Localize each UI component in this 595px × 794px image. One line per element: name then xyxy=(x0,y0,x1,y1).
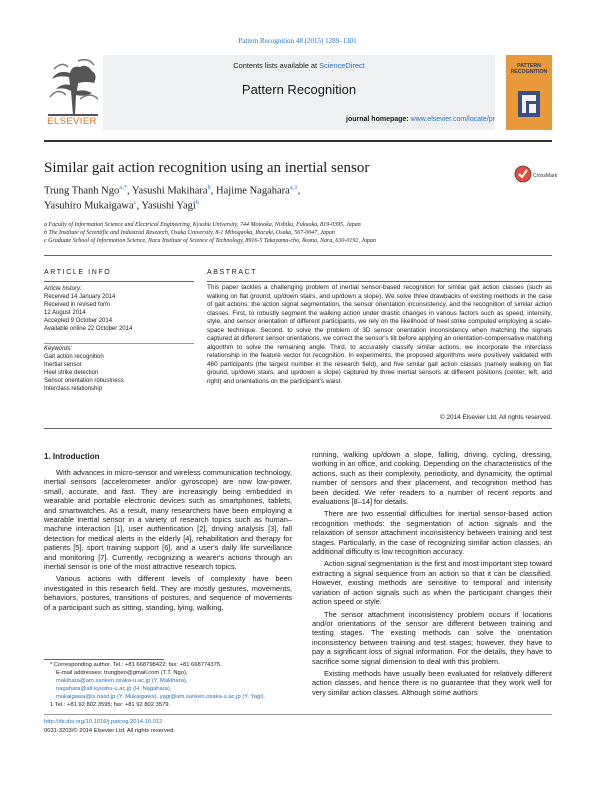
footnote-email[interactable]: mukaigawa@is.naist.jp (Y. Mukaigawa), yagi@am.sanken.osaka-u.ac.jp (Y. Yagi). xyxy=(56,694,266,700)
author-sup[interactable]: b xyxy=(207,184,211,191)
footnote: * Corresponding author. Tel.: +81 668798422; fax: +81 668774375. xyxy=(50,662,222,668)
divider xyxy=(207,281,552,282)
elsevier-wordmark: ELSEVIER xyxy=(47,116,97,127)
affiliation: b The Institute of Scientific and Industrial Research, Osaka University, 8-1 Mihogaoka, Ibaraki, Osaka, 567-0047, Japan xyxy=(44,230,335,236)
author[interactable]: Yasushi Yagi xyxy=(141,200,196,212)
author[interactable]: Yasuhiro Mukaigawa xyxy=(44,200,134,212)
paragraph: running, walking up/down a slope, falling, driving, cycling, dressing, working in an office, and cooking. Depending on the characteristics of the actions, such as their complexity, periodicity, and dynamicity, the optimal number of sensors and their placement, and recognition method has been decided. We refer readers to a number of recent reports and evaluations [8–14] for details. xyxy=(312,450,552,507)
history-item: Received 14 January 2014 xyxy=(44,294,116,300)
journal-homepage xyxy=(103,116,495,123)
homepage-link[interactable]: www.elsevier.com/locate/pr xyxy=(410,116,495,123)
author-sup[interactable]: c xyxy=(133,199,137,206)
cover-emblem-icon xyxy=(516,89,542,119)
divider xyxy=(44,343,194,344)
divider xyxy=(44,428,552,429)
affiliation: a Faculty of Information Science and Electrical Engineering, Kyushu University, 744 Motooka, Nishiku, Fukuoka, 819-0395, Japan xyxy=(44,222,361,228)
author-sup[interactable]: b xyxy=(195,199,200,206)
footnote-rule xyxy=(44,659,164,660)
footnote: 1 Tel.: +81 92 802 3595; fax: +81 92 802 3579. xyxy=(50,702,171,708)
doi-link[interactable]: http://dx.doi.org/10.1016/j.patcog.2014.10.012 xyxy=(44,719,163,725)
svg-text:CrossMark: CrossMark xyxy=(533,173,558,179)
paragraph: Action signal segmentation is the first and most important step toward extracting a signal sequence from an action so that it can be classified. However, existing methods are sensitive to temporal and intensity variation of action signals such as when the participant changes their action speed or style. xyxy=(312,559,552,607)
cover-title: PATTERN RECOGNITION xyxy=(510,63,548,75)
paragraph: The sensor attachment inconsistency problem occurs if locations and/or orientations of the sensor are different between training and testing stages. The existing methods can solve the orientation inconsistency between training and test stages; however, they have to pay a significant loss of signal information. For the details, they have to sacrifice some signal dimension to deal with this problem. xyxy=(312,609,552,666)
author[interactable]: Trung Thanh Ngo xyxy=(44,185,120,197)
article-title: Similar gait action recognition using an inertial sensor xyxy=(44,160,370,176)
author[interactable]: Yasushi Makihara xyxy=(131,185,208,197)
history-item: Accepted 9 October 2014 xyxy=(44,318,113,324)
author[interactable]: Hajime Nagahara xyxy=(216,185,290,197)
keyword: Interclass relationship xyxy=(44,386,103,392)
authors-line-2: Yasuhiro Mukaigawa$^c$, Yasushi Yagi$^b$ xyxy=(44,199,200,212)
article-info-heading: ARTICLE INFO xyxy=(44,269,112,276)
affiliation: c Graduate School of Information Science, Nara Institute of Science of Technology, 8916-5 Takayama-cho, Ikoma, Nara, 630-0192, Japan xyxy=(44,238,377,244)
footnote-email[interactable]: nagahara@ait.kyushu-u.ac.jp (H. Nagahara), xyxy=(56,686,172,692)
contents-prefix: Contents lists available at xyxy=(233,61,320,70)
keywords-label: Keywords: xyxy=(44,346,73,352)
divider xyxy=(44,714,552,715)
left-column xyxy=(44,468,292,615)
issn: 0031-3203/© 2014 Elsevier Ltd. All rights reserved. xyxy=(44,728,175,734)
footnote-email[interactable]: makihara@am.sanken.osaka-u.ac.jp (Y. Makihara), xyxy=(56,678,188,684)
journal-reference[interactable]: Pattern Recognition 48 (2015) 1289–1301 xyxy=(238,37,357,45)
abstract-heading: ABSTRACT xyxy=(207,269,258,276)
author-sup[interactable]: a,* xyxy=(119,184,128,191)
author-sup[interactable]: a,1 xyxy=(289,184,298,191)
journal-cover[interactable] xyxy=(506,55,552,130)
keyword: Sensor orientation robustness xyxy=(44,378,124,384)
history-label: Article history: xyxy=(44,286,82,292)
divider xyxy=(44,255,552,256)
divider xyxy=(44,281,194,282)
elsevier-tree-logo xyxy=(44,57,102,117)
crossmark-icon[interactable] xyxy=(514,161,558,191)
paragraph: Various actions with different levels of complexity have been investigated in this research field. They are mostly gestures, movements, behaviors, postures, transitions of postures, and sequence of movements of a participant such as sitting, standing, lying, walking, xyxy=(44,574,292,612)
abstract-copyright: © 2014 Elsevier Ltd. All rights reserved. xyxy=(440,414,552,421)
homepage-label: journal homepage: xyxy=(346,116,411,123)
keyword: Inertial sensor xyxy=(44,362,82,368)
abstract-text: This paper tackles a challenging problem of inertial sensor-based recognition for similar gait action classes (such as walking on flat ground, up/down stairs, and up/down a slope). We solve three drawbacks of existing methods in the case of gait actions: the action signal segmentation, the sensor orientation inconsistency, and the recognition of similar action classes. First, to robustly segment the walking action under drastic changes in various factors such as speed, intensity, style, and sensor orientation of different participants, we rely on the likelihood of heel strike computed employing a scale-space technique. Second, to solve the problem of 3D sensor orientation inconsistency when matching the signals captured at different sensor orientations, we correct the sensor's tilt before applying an orientation-compensative matching algorithm to solve the remaining angle. Third, to accurately classify similar actions, we incorporate the interclass relationship in the feature vector for recognition. In experiments, the proposed algorithms were positively validated with 460 participants (the largest number in the research field), and five similar gait action classes (namely walking on flat ground, up/down stairs, and up/down a slope) captured by three inertial sensors at different positions (center, left, and right) and orientations on the participant's waist. xyxy=(207,284,552,385)
paragraph: There are two essential difficulties for inertial sensor-based action recognition methods: the segmentation of action signals and the relaxation of sensor attachment inconsistency between training and test stages. Particularly, in the case of recognizing similar action classes, an additional difficulty is low recognition accuracy. xyxy=(312,509,552,557)
history-item: Available online 22 October 2014 xyxy=(44,326,133,332)
footnote-email[interactable]: E-mail addresses: trungbeo@gmail.com (T.T. Ngo), xyxy=(56,670,188,676)
paragraph: With advances in micro-sensor and wireless communication technology, inertial sensors (accelerometer and/or gyroscope) are now low-power, small, accurate, and fast. They are increasingly being embedded in wearable and portable electronic devices such as smartphones, tablets, and smartwatches. As a result, many researchers have been employing a wearable inertial sensor in a variety of research topics such as human–machine interaction [1], user authentication [2], driving analysis [3], fall detection for medical alerts in the elderly [4], rehabilitation and therapy for patients [5], sport training support [6], and a user's daily life surveillance and monitoring [7]. Currently, recognizing a wearer's actions through an inertial sensor is one of the most attractive research topics. xyxy=(44,468,292,572)
history-item: Received in revised form xyxy=(44,302,111,308)
contents-line xyxy=(103,61,495,70)
right-column xyxy=(312,450,552,700)
paragraph: Existing methods have usually been evaluated for relatively different action classes, and hence there is no guarantee that they work well for very similar action classes. Although some authors xyxy=(312,668,552,697)
authors-line-1: Trung Thanh Ngo$^{a,*}$, Yasushi Makihara$^b$, Hajime Nagahara$^{a,1}$, xyxy=(44,184,301,197)
journal-name: Pattern Recognition xyxy=(241,82,357,97)
keyword: Gait action recognition xyxy=(44,354,104,360)
keyword: Heel strike detection xyxy=(44,370,99,376)
sciencedirect-link[interactable]: ScienceDirect xyxy=(319,61,365,70)
section-heading: 1. Introduction xyxy=(44,452,100,461)
header-rule xyxy=(44,140,552,142)
history-item: 12 August 2014 xyxy=(44,310,86,316)
